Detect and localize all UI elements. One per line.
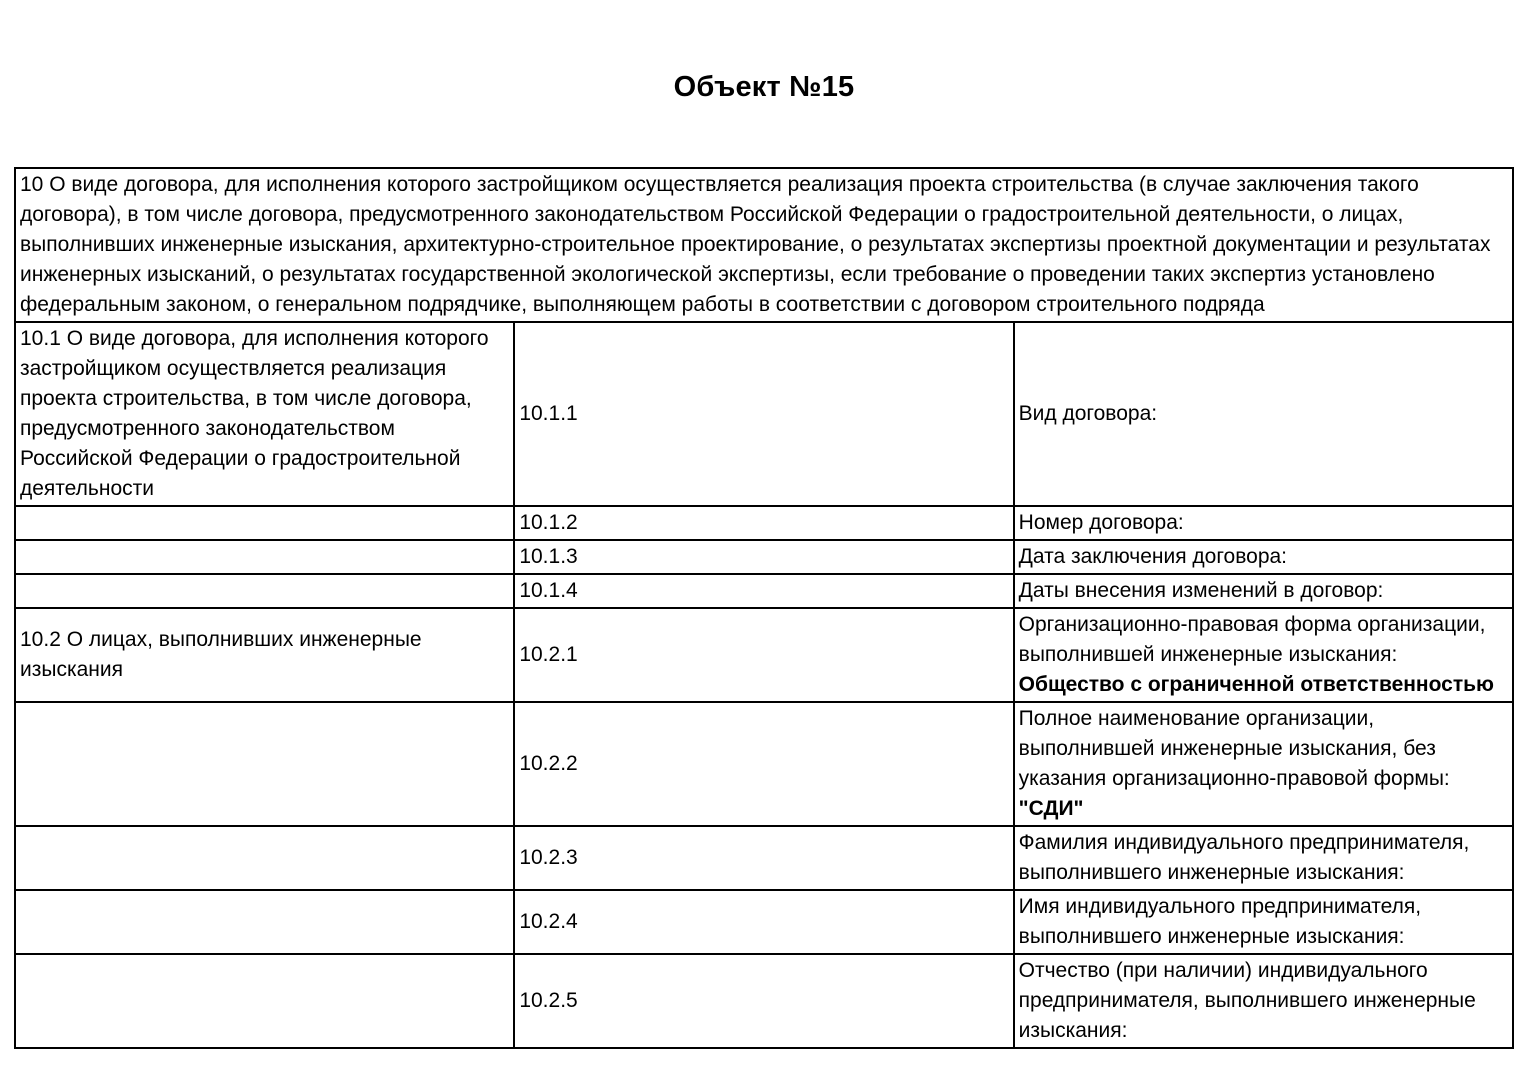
code-cell: 10.2.3 <box>514 826 1013 890</box>
label-cell <box>1014 540 1513 574</box>
field-label: Отчество (при наличии) индивидуального предпринимателя, выполнившего инженерные изыскания: <box>1018 959 1476 1042</box>
code-cell: 10.2.5 <box>514 954 1013 1048</box>
field-value: "СДИ" <box>1018 797 1084 820</box>
field-label: Организационно-правовая форма организации, выполнившей инженерные изыскания: <box>1018 613 1486 666</box>
field-label: Дата заключения договора: <box>1018 545 1288 568</box>
label-cell <box>1014 506 1513 540</box>
table-row <box>15 702 1513 826</box>
group-cell <box>15 506 514 540</box>
group-cell: 10.2 О лицах, выполнивших инженерные изыскания <box>15 608 514 702</box>
label-cell <box>1014 608 1513 702</box>
code-cell: 10.1.1 <box>514 322 1013 506</box>
code-cell: 10.2.1 <box>514 608 1013 702</box>
table-row <box>15 574 1513 608</box>
code-cell: 10.1.4 <box>514 574 1013 608</box>
declaration-table <box>14 167 1514 1049</box>
table-row <box>15 890 1513 954</box>
label-cell <box>1014 574 1513 608</box>
field-label: Номер договора: <box>1018 511 1184 534</box>
code-cell: 10.1.3 <box>514 540 1013 574</box>
field-label: Полное наименование организации, выполнившей инженерные изыскания, без указания организационно-правовой формы: <box>1018 707 1450 790</box>
group-cell <box>15 702 514 826</box>
group-cell <box>15 890 514 954</box>
label-cell <box>1014 702 1513 826</box>
group-cell <box>15 574 514 608</box>
group-cell <box>15 826 514 890</box>
table-row <box>15 322 1513 506</box>
page-title: Объект №15 <box>673 71 855 103</box>
table-row <box>15 954 1513 1048</box>
field-label: Вид договора: <box>1018 402 1158 425</box>
table-row <box>15 506 1513 540</box>
table-row <box>15 608 1513 702</box>
section-header-text: 10 О виде договора, для исполнения которого застройщиком осуществляется реализация проекта строительства (в случае заключения такого договора), в том числе договора, предусмотренного законодательством Российской Федерации о градостроительной деятельности, о лицах, выполнивших инженерные изыскания, архитектурно-строительное проектирование, о результатах экспертизы проектной документации и результатах инженерных изысканий, о результатах государственной экологической экспертизы, если требование о проведении таких экспертиз установлено федеральным законом, о генеральном подрядчике, выполняющем работы в соответствии с договором строительного подряда <box>15 168 1513 322</box>
label-cell <box>1014 826 1513 890</box>
field-label: Фамилия индивидуального предпринимателя, выполнившего инженерные изыскания: <box>1018 831 1470 884</box>
code-cell: 10.1.2 <box>514 506 1013 540</box>
field-label: Даты внесения изменений в договор: <box>1018 579 1384 602</box>
group-cell <box>15 954 514 1048</box>
table-row <box>15 540 1513 574</box>
code-cell: 10.2.4 <box>514 890 1013 954</box>
field-value: Общество с ограниченной ответственностью <box>1018 673 1494 696</box>
label-cell <box>1014 890 1513 954</box>
table-row <box>15 826 1513 890</box>
code-cell: 10.2.2 <box>514 702 1013 826</box>
label-cell <box>1014 954 1513 1048</box>
group-cell: 10.1 О виде договора, для исполнения которого застройщиком осуществляется реализация проекта строительства, в том числе договора, предусмотренного законодательством Российской Федерации о градостроительной деятельности <box>15 322 514 506</box>
label-cell <box>1014 322 1513 506</box>
field-label: Имя индивидуального предпринимателя, выполнившего инженерные изыскания: <box>1018 895 1422 948</box>
group-cell <box>15 540 514 574</box>
section-header-row <box>15 168 1513 322</box>
